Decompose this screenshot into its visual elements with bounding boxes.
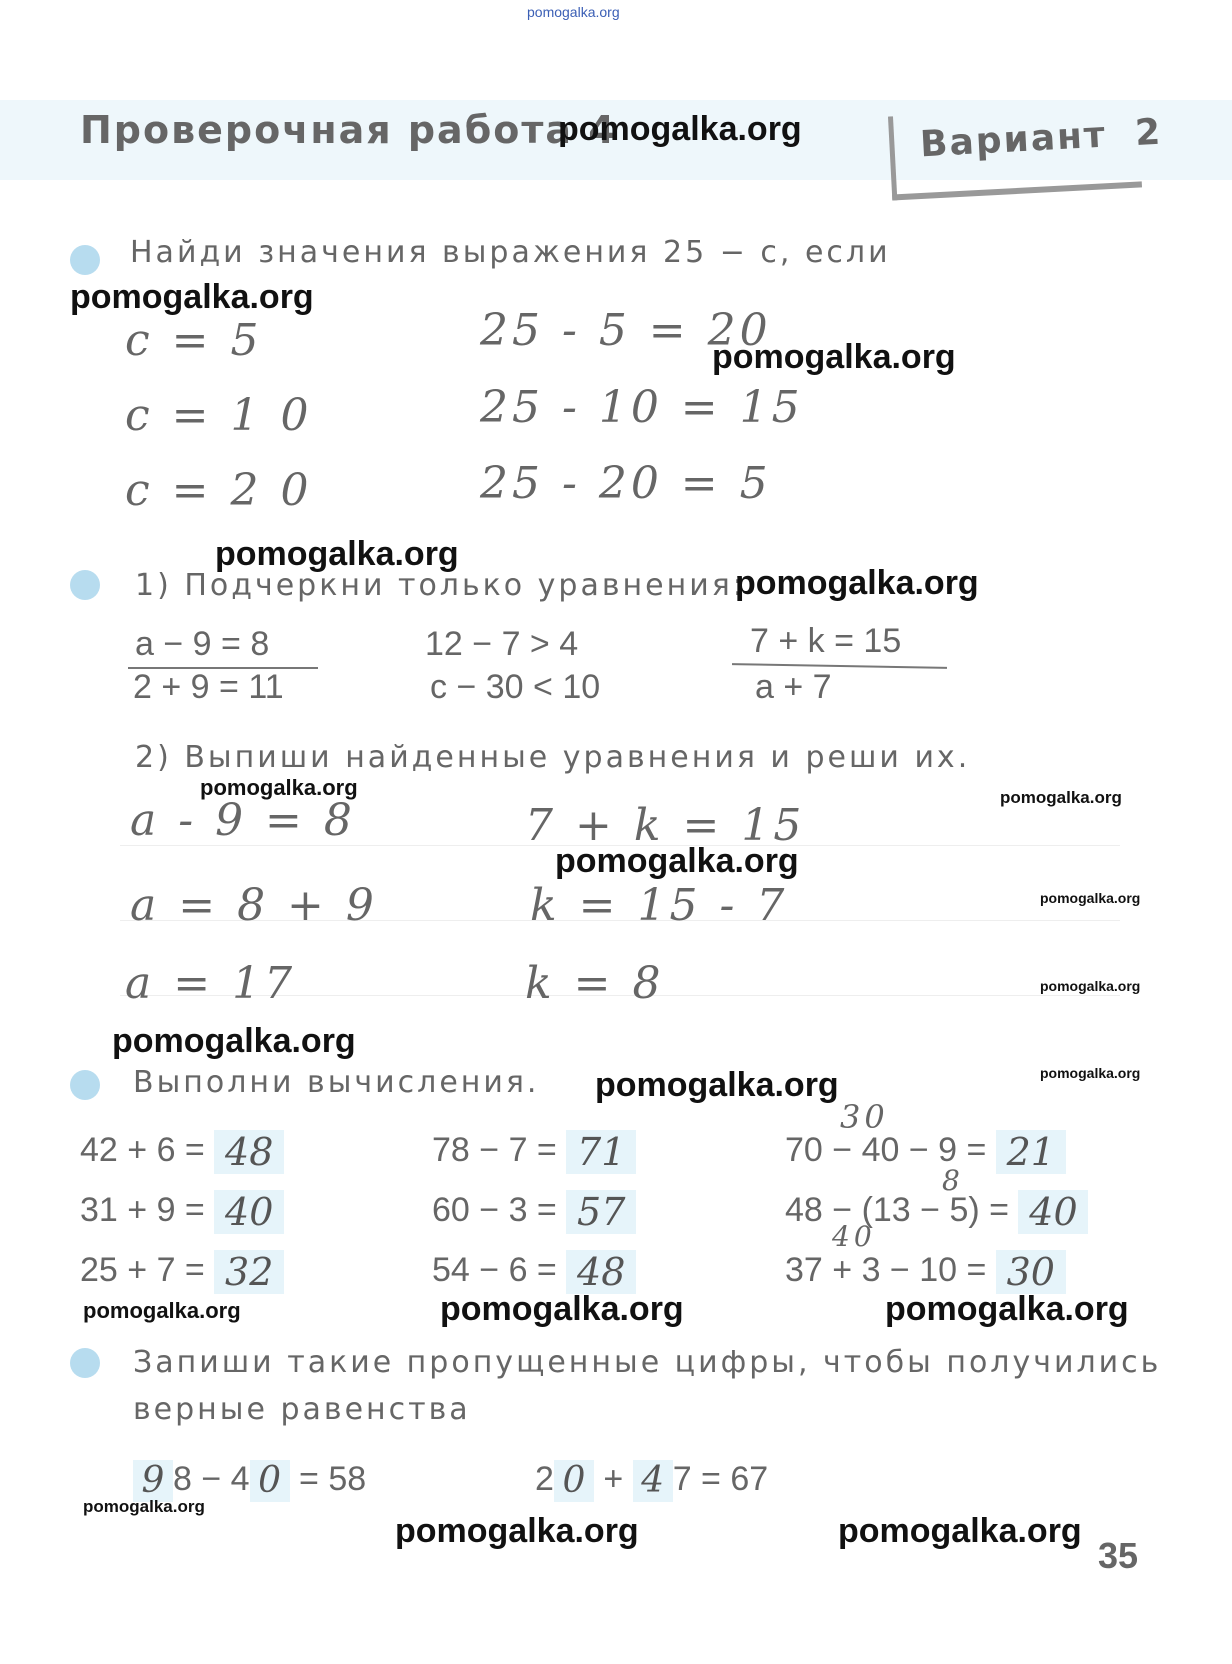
task2-solution-left: a = 17 [125, 958, 297, 1009]
digit-cell: 4 [633, 1460, 673, 1502]
calc-row [432, 1250, 636, 1294]
task1-answer: 25 - 10 = 15 [480, 382, 804, 433]
eq-part: 7 = 67 [672, 1460, 769, 1498]
watermark: pomogalka.org [558, 110, 802, 148]
watermark: pomogalka.org [200, 775, 358, 800]
task2-solution-right: k = 8 [525, 958, 665, 1009]
variant-number: 2 [1134, 111, 1164, 155]
calc-expression: 37 + 3 − 10 = [785, 1250, 987, 1289]
equation-item: c − 30 < 10 [430, 668, 601, 706]
task2-part2: 2) Выпиши найденные уравнения и реши их. [135, 740, 971, 775]
calc-answer: 32 [214, 1250, 284, 1294]
page-number: 35 [1098, 1535, 1139, 1576]
task2-solution-right: 7 + k = 15 [525, 800, 806, 851]
task-number-icon [70, 245, 100, 275]
calc-expression: 60 − 3 = [432, 1190, 557, 1229]
calc-row [432, 1130, 636, 1174]
digit-cell: 0 [554, 1460, 594, 1502]
task-number-icon [70, 570, 100, 600]
task2-solution-left: a = 8 + 9 [130, 880, 378, 931]
calc-expression: 48 − (13 − 5) = [785, 1190, 1009, 1229]
watermark: pomogalka.org [555, 842, 799, 880]
calc-row [432, 1190, 636, 1234]
task1-given: с = 5 [125, 315, 263, 366]
calc-answer: 21 [996, 1130, 1066, 1174]
eq-part: + [603, 1460, 624, 1498]
eq-part: = 58 [299, 1460, 367, 1498]
equation-item: 2 + 9 = 11 [133, 668, 284, 706]
top-watermark: pomogalka.org [527, 4, 620, 20]
calc-answer: 71 [566, 1130, 636, 1174]
calc-note: 8 [942, 1164, 964, 1197]
task1-prompt: Найди значения выражения 25 − с, если [130, 235, 891, 270]
task4-equation [133, 1460, 366, 1502]
watermark: pomogalka.org [885, 1290, 1129, 1328]
calc-row [785, 1190, 1088, 1234]
task1-given: с = 2 0 [125, 465, 313, 516]
watermark: pomogalka.org [83, 1298, 241, 1323]
watermark: pomogalka.org [1040, 978, 1141, 994]
watermark: pomogalka.org [1000, 788, 1122, 807]
watermark: pomogalka.org [215, 535, 459, 573]
digit-cell: 0 [250, 1460, 290, 1502]
watermark: pomogalka.org [440, 1290, 684, 1328]
eq-part: 2 [535, 1460, 554, 1498]
watermark: pomogalka.org [712, 338, 956, 376]
task3-prompt: Выполни вычисления. [133, 1065, 540, 1100]
task2-part1: 1) Подчеркни только уравнения: [135, 568, 746, 603]
eq-part: 8 − 4 [173, 1460, 250, 1498]
task4-prompt-line1: Запиши такие пропущенные цифры, чтобы получились [133, 1345, 1162, 1380]
calc-expression: 78 − 7 = [432, 1130, 557, 1169]
calc-expression: 25 + 7 = [80, 1250, 205, 1289]
calc-expression: 42 + 6 = [80, 1130, 205, 1169]
watermark: pomogalka.org [735, 564, 979, 602]
calc-note: 30 [840, 1098, 889, 1136]
calc-answer: 40 [1018, 1190, 1088, 1234]
watermark: pomogalka.org [595, 1066, 839, 1104]
calc-expression: 54 − 6 = [432, 1250, 557, 1289]
watermark: pomogalka.org [838, 1512, 1082, 1550]
task1-answer: 25 - 5 = 20 [480, 305, 772, 356]
variant-label-text: Вариант [919, 114, 1108, 166]
watermark: pomogalka.org [70, 278, 314, 316]
calc-note: 40 [832, 1220, 876, 1253]
calc-row [80, 1130, 284, 1174]
equation-item: 7 + k = 15 [750, 622, 902, 660]
calc-expression: 70 − 40 − 9 = [785, 1130, 987, 1169]
watermark: pomogalka.org [395, 1512, 639, 1550]
equation-item: a + 7 [755, 668, 832, 706]
task2-solution-left: a - 9 = 8 [130, 795, 356, 846]
calc-answer: 30 [996, 1250, 1066, 1294]
task2-solution-right: k = 15 - 7 [530, 880, 789, 931]
watermark: pomogalka.org [1040, 890, 1141, 906]
task4-prompt-line2: верные равенства [133, 1392, 471, 1427]
calc-expression: 31 + 9 = [80, 1190, 205, 1229]
calc-row [785, 1250, 1066, 1294]
equation-item: 12 − 7 > 4 [425, 625, 579, 663]
watermark: pomogalka.org [83, 1497, 205, 1516]
calc-answer: 48 [214, 1130, 284, 1174]
calc-answer: 48 [566, 1250, 636, 1294]
task1-given: с = 1 0 [125, 390, 313, 441]
digit-cell: 9 [133, 1460, 173, 1502]
calc-answer: 57 [566, 1190, 636, 1234]
watermark: pomogalka.org [1040, 1065, 1141, 1081]
calc-row [80, 1250, 284, 1294]
calc-row [785, 1130, 1066, 1174]
page-title: Проверочная работа 4 [80, 108, 617, 152]
equation-item: a − 9 = 8 [135, 625, 270, 663]
task4-equation [535, 1460, 768, 1502]
calc-answer: 40 [214, 1190, 284, 1234]
watermark: pomogalka.org [112, 1022, 356, 1060]
task-number-icon [70, 1348, 100, 1378]
task-number-icon [70, 1070, 100, 1100]
calc-row [80, 1190, 284, 1234]
task1-answer: 25 - 20 = 5 [480, 458, 772, 509]
